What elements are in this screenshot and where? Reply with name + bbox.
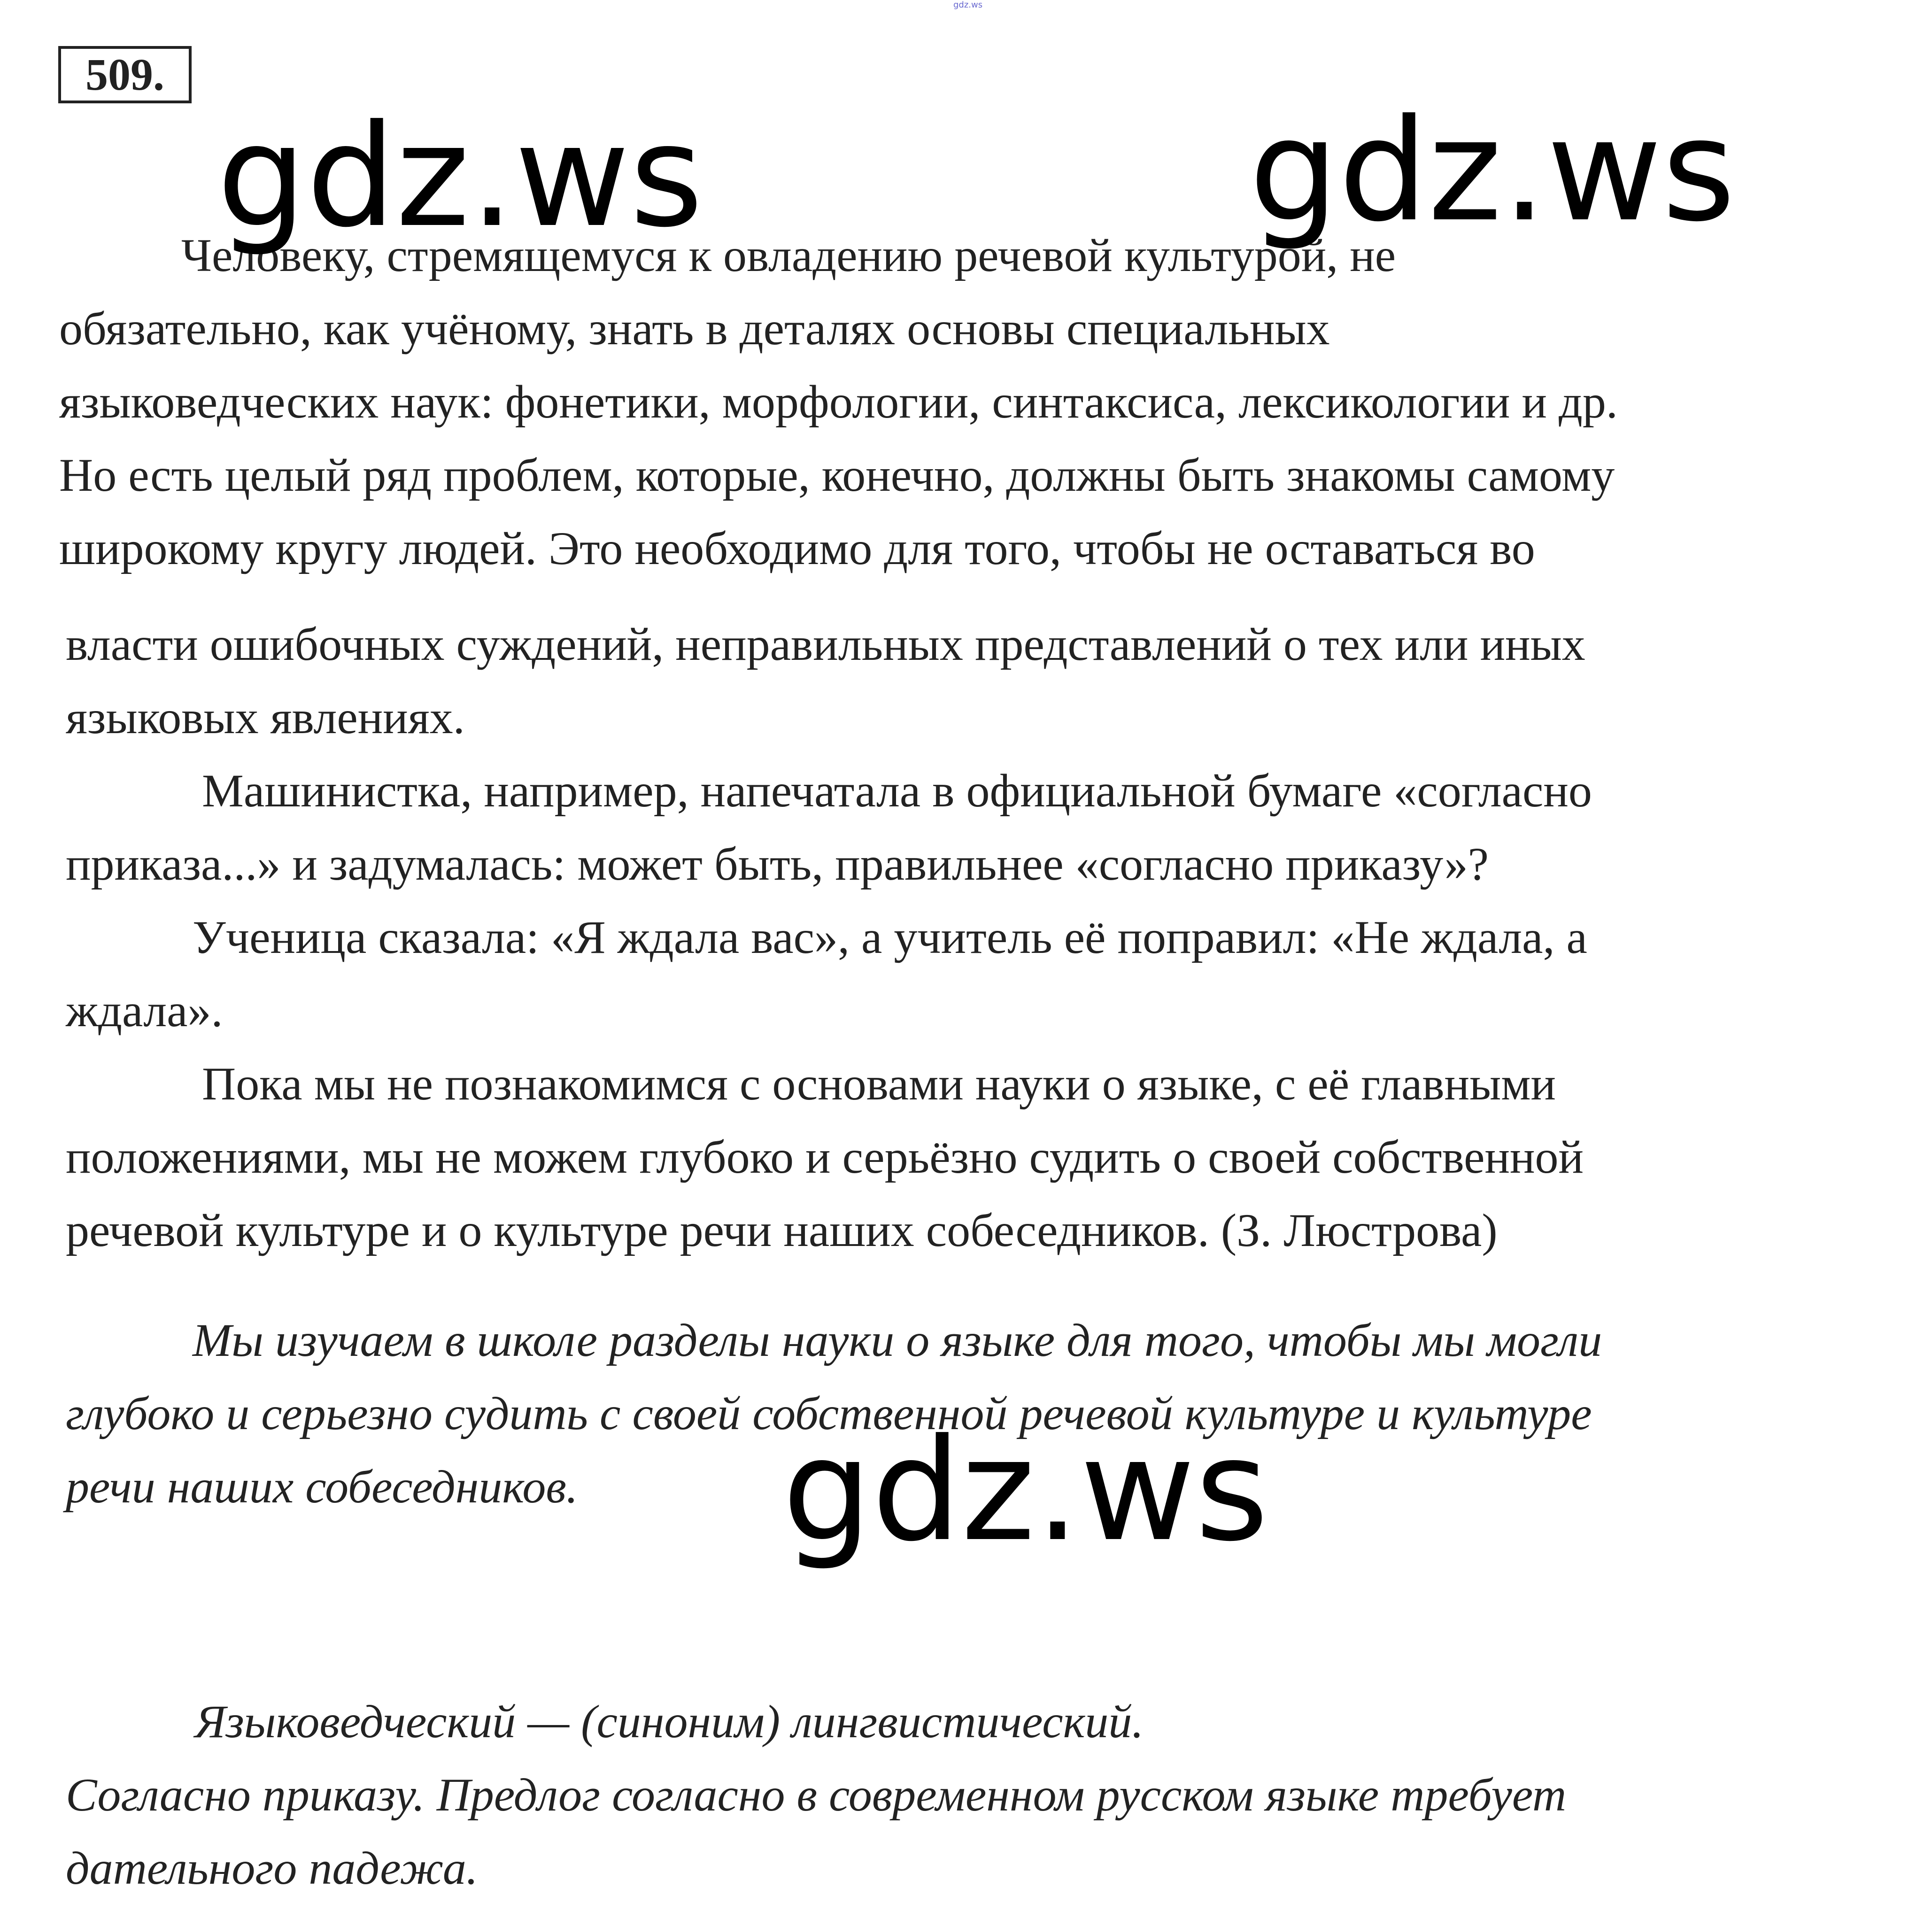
- paragraph-typist-example: [66, 754, 1911, 901]
- paragraph-conclusion: [66, 1047, 1911, 1267]
- text-line: Мы изучаем в школе разделы науки о языке для того, чтобы мы могли: [193, 1314, 1602, 1366]
- text-line: приказа...» и задумалась: может быть, правильнее «согласно приказу»?: [66, 838, 1489, 890]
- text-line: Языковедческий — (синоним) лингвистический.: [195, 1695, 1144, 1748]
- text-line: Но есть целый ряд проблем, которые, конечно, должны быть знакомы самому: [59, 449, 1615, 501]
- text-line: ждала».: [66, 984, 223, 1037]
- text-line: положениями, мы не можем глубоко и серьёзно судить о своей собственной: [66, 1131, 1584, 1183]
- answer-notes: [66, 1685, 1911, 1905]
- text-line: глубоко и серьезно судить с своей собственной речевой культуре и культуре: [66, 1387, 1592, 1439]
- text-line: обязательно, как учёному, знать в деталях основы специальных: [59, 302, 1330, 355]
- text-line: Ученица сказала: «Я ждала вас», а учитель её поправил: «Не ждала, а: [193, 911, 1587, 963]
- watermark-logo: gdz.ws: [1249, 89, 1736, 253]
- text-line: речи наших собеседников.: [66, 1461, 578, 1513]
- watermark-logo: gdz.ws: [217, 94, 703, 258]
- top-watermark-text: gdz.ws: [953, 0, 983, 10]
- text-line: дательного падежа.: [66, 1842, 478, 1894]
- paragraph-student-example: [66, 901, 1911, 1047]
- text-line: Согласно приказу. Предлог согласно в современном русском языке требует: [66, 1769, 1567, 1821]
- text-line: власти ошибочных суждений, неправильных представлений о тех или иных: [66, 618, 1585, 670]
- text-line: широкому кругу людей. Это необходимо для того, чтобы не оставаться во: [59, 522, 1535, 574]
- text-line: Пока мы не познакомимся с основами науки о языке, с её главными: [202, 1058, 1556, 1110]
- exercise-number: 509.: [58, 46, 192, 103]
- text-line: речевой культуре и о культуре речи наших собеседников. (З. Люстрова): [66, 1204, 1498, 1256]
- paragraph-continuation: [66, 608, 1911, 754]
- text-line: Человеку, стремящемуся к овладению речевой культурой, не: [181, 229, 1396, 281]
- paragraph-intro: [59, 219, 1905, 585]
- text-line: языковых явлениях.: [66, 691, 465, 743]
- watermark-logo: gdz.ws: [782, 1408, 1269, 1572]
- text-line: Машинистка, например, напечатала в официальной бумаге «согласно: [202, 765, 1592, 817]
- text-line: языковедческих наук: фонетики, морфологии, синтаксиса, лексикологии и др.: [59, 376, 1618, 428]
